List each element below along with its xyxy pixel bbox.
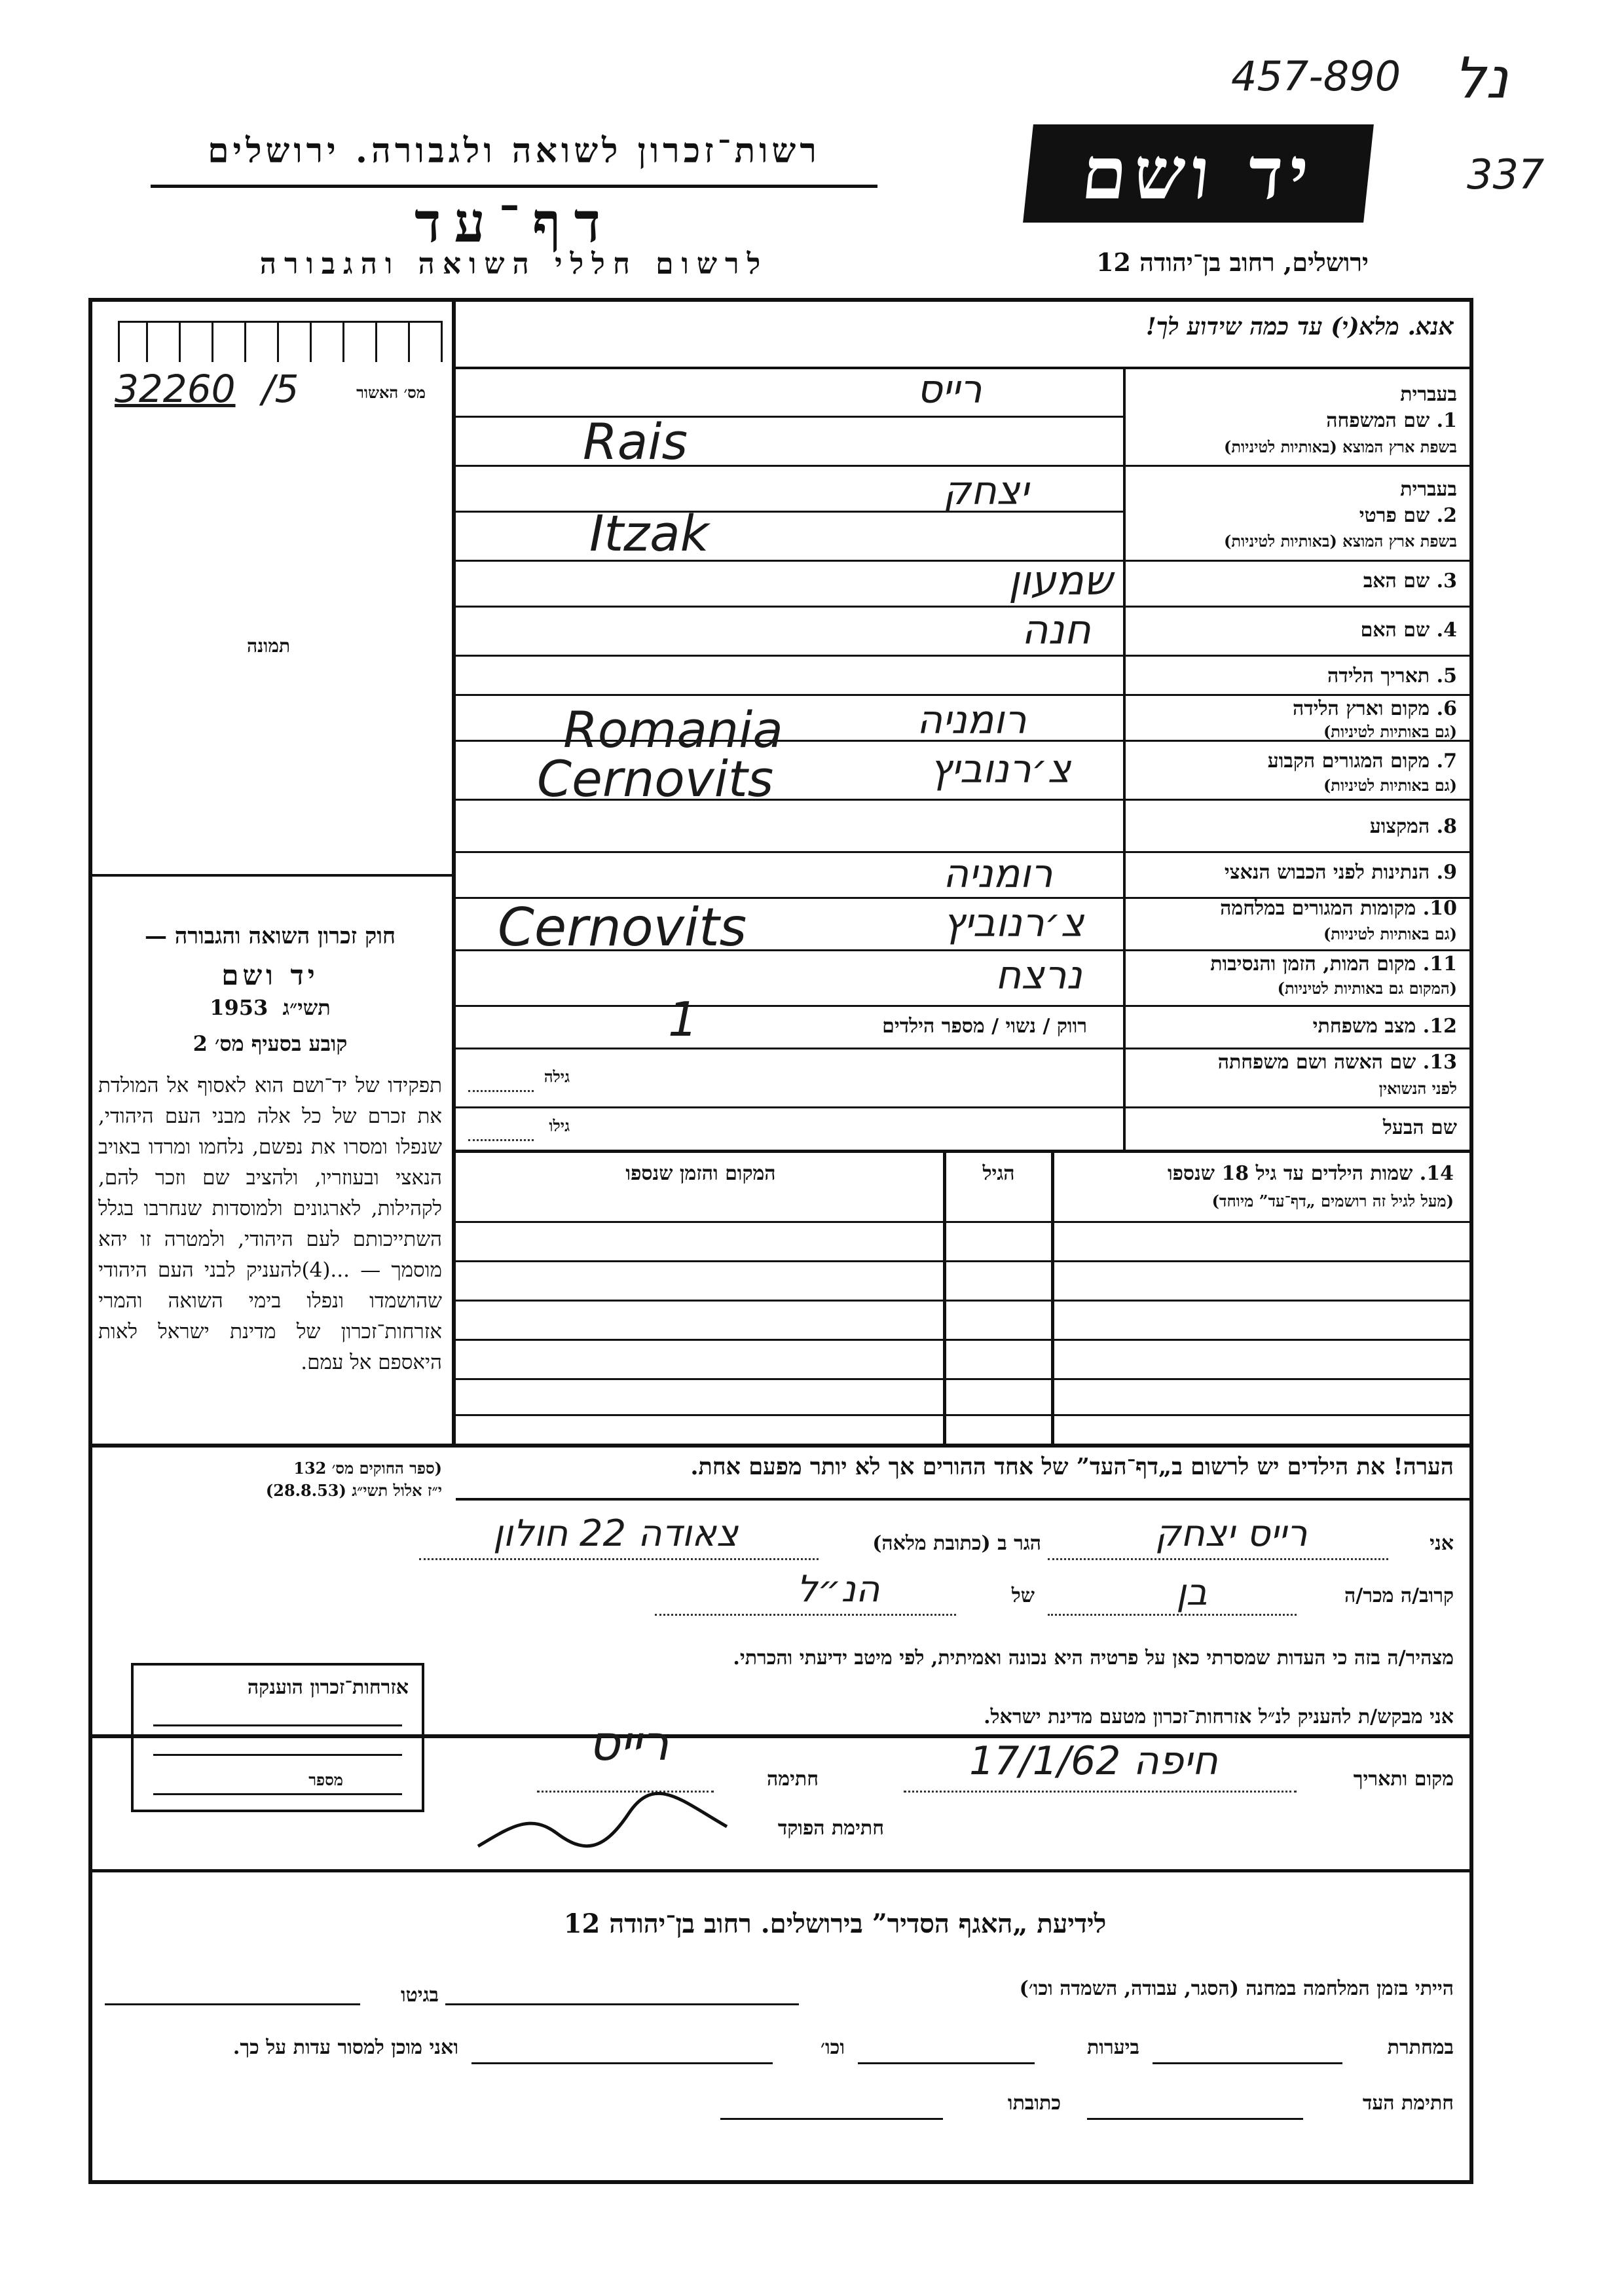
law-source: (ספר החוקים מס׳ 132 <box>293 1459 442 1478</box>
approval-tick-boxes <box>118 321 443 362</box>
bottom-witness-address: כתובתו <box>1007 2092 1061 2115</box>
place-date-value: חיפה 17/1/62 <box>969 1738 1218 1784</box>
father-name: שמעון <box>1008 556 1113 604</box>
children-section-label: 14. שמות הילדים עד גיל 18 שנספו <box>1167 1162 1454 1185</box>
field-11-sub: (המקום גם באותיות לטיניות) <box>1277 979 1457 998</box>
corner-mark: נל <box>1454 46 1509 111</box>
of-value: הנ״ל <box>796 1568 880 1611</box>
field-1-label: 1. שם המשפחה <box>1326 409 1457 432</box>
bottom-line2-underground: במחתרת <box>1387 2036 1454 2059</box>
field-7-sub: (גם באותיות לטיניות) <box>1323 776 1457 795</box>
husband-label: שם הבעל <box>1382 1116 1457 1139</box>
field-9-label: 9. הנתינות לפני הכבוש הנאצי <box>1224 861 1457 884</box>
residence-latin: Cernovits <box>537 750 774 808</box>
mother-name: חנה <box>1022 606 1091 653</box>
nationality: רומניה <box>943 851 1053 897</box>
declarant-name: רייס יצחק <box>1154 1512 1308 1555</box>
bottom-witness-signature: חתימת העד <box>1362 2092 1454 2115</box>
field-1-sub: בשפת ארץ המוצא (באותיות לטיניות) <box>1224 437 1457 456</box>
given-name-latin: Itzak <box>589 504 709 562</box>
bottom-line1-camp: הייתי בזמן המלחמה במחנה (הסגר, עבודה, השמדה וכו׳) <box>1019 1977 1454 2000</box>
signature-label: חתימה <box>767 1768 819 1791</box>
instructions: אנא. מלא(י) עד כמה שידוע לך! <box>1145 313 1454 340</box>
bottom-line2-etc: וכו׳ <box>821 2036 845 2059</box>
field-10-sub: (גם באותיות לטיניות) <box>1323 924 1457 943</box>
field-3-label: 3. שם האב <box>1363 570 1457 592</box>
field-8-label: 8. המקצוע <box>1369 815 1457 838</box>
left-column-divider <box>452 298 456 1444</box>
law-year: 1953 תשי״ג <box>210 995 331 1020</box>
relation-value: בן <box>1176 1571 1208 1614</box>
field-13-sub: לפני הנשואין <box>1378 1079 1457 1098</box>
certificate-number-label: מספר <box>308 1770 343 1789</box>
bottom-line1-ghetto: בגיטו <box>400 1984 439 2007</box>
org-line: רשות־זכרון לשואה ולגבורה. ירושלים <box>208 131 821 171</box>
given-name-hebrew: יצחק <box>943 468 1029 514</box>
field-2-sub: בשפת ארץ המוצא (באותיות לטיניות) <box>1224 532 1457 551</box>
field-2-lang: בעברית <box>1400 478 1457 501</box>
death-circumstances: נרצח <box>995 953 1082 998</box>
place-date-label: מקום ותאריך <box>1353 1768 1454 1791</box>
husband-age-label: גילו <box>549 1116 570 1135</box>
approval-number: 32260 <box>115 367 236 411</box>
form-subtitle: לרשום חללי השואה והגבורה <box>259 247 769 281</box>
declarant-signature: רייס <box>588 1715 669 1772</box>
law-source-date: י״ז אלול תשי״ג (28.8.53) <box>265 1481 442 1500</box>
field-10-label: 10. מקומות המגורים במלחמה <box>1220 897 1457 920</box>
relation-label: קרוב/ה מכר/ה <box>1344 1584 1454 1607</box>
bottom-line2-testify: ואני מוכן למסור עדות על כך. <box>232 2036 458 2059</box>
birthplace-hebrew: רומניה <box>917 697 1027 743</box>
logo-text: יד ושם <box>1077 131 1320 215</box>
yad-vashem-logo <box>1023 124 1374 223</box>
of-label: של <box>1011 1584 1035 1607</box>
note: הערה! את הילדים יש לרשום ב„דף־העד” של אחד ההורים אך לא יותר מפעם אחת. <box>690 1453 1454 1480</box>
law-clause: קובע בסעיף מס׳ 2 <box>193 1031 348 1056</box>
wartime-residence-hebrew: צ׳רנוביץ <box>943 900 1084 946</box>
family-name-latin: Rais <box>583 412 688 471</box>
law-text: תפקידו של יד־ושם הוא לאסוף אל המולדת את זכרם של כל אלה מבני העם היהודי, שנפלו ומסרו את נפשם, נלחמו ומרדו באויב הנאצי ובעוזריו, ולהציב שם וזכר להם, לקהילות, לארגונים ולמוסדות שנחרבו בגלל השתייכותם לעם היהודי, ולמטרה זו יהא מוסמך — ...(4)להעניק לבני העם היהודי שהושמדו ונפלו בימי השואה והמרי אזרחות־זכרון של מדינת ישראל לאות היאספם אל עמם. <box>98 1074 442 1374</box>
declaration-text: מצהיר/ה בזה כי העדות שמסרתי כאן על פרטיה היא נכונה ואמיתית, לפי מיטב ידיעתי והכרתי. <box>733 1647 1454 1669</box>
field-5-label: 5. תאריך הלידה <box>1327 665 1457 687</box>
children-col-age: הגיל <box>982 1162 1015 1185</box>
birthplace-latin: Romania <box>563 701 783 759</box>
officer-signature-label: חתימת הפוקד <box>777 1817 884 1840</box>
marital-options: רווק / נשוי / מספר הילדים <box>882 1015 1087 1038</box>
certificate-title: אזרחות־זכרון הוענקה <box>247 1676 409 1699</box>
law-name: יד ושם <box>221 959 319 991</box>
field-11-label: 11. מקום המות, הזמן והנסיבות <box>1210 953 1457 975</box>
children-col-place: המקום והזמן שנספו <box>625 1162 776 1185</box>
residence-hebrew: צ׳רנוביץ <box>930 746 1071 792</box>
children-section-sub: (מעל לגיל זה רושמים „דף־עד” מיוחד) <box>1211 1192 1454 1211</box>
photo-label: תמונה <box>246 635 291 657</box>
field-12-label: 12. מצב משפחתי <box>1312 1015 1457 1038</box>
page-number: 337 <box>1467 151 1545 198</box>
law-title: חוק זכרון השואה והגבורה — <box>144 923 396 949</box>
field-6-label: 6. מקום וארץ הלידה <box>1292 697 1457 720</box>
children-count: 1 <box>668 992 698 1047</box>
wartime-residence-latin: Cernovits <box>498 897 747 958</box>
field-6-sub: (גם באותיות לטיניות) <box>1323 722 1457 741</box>
field-4-label: 4. שם האם <box>1360 619 1457 642</box>
approval-suffix: /5 <box>262 367 299 411</box>
declarant-resides-label: הגר ב (כתובת מלאה) <box>872 1532 1041 1555</box>
form-title: דף־עד <box>414 190 614 255</box>
certificate-box <box>131 1663 424 1812</box>
field-2-label: 2. שם פרטי <box>1359 504 1457 527</box>
declarant-i-label: אני <box>1430 1532 1454 1555</box>
reference-number: 457-890 <box>1231 52 1401 100</box>
declarant-address: צאודה 22 חולון <box>492 1512 739 1555</box>
field-7-label: 7. מקום המגורים הקבוע <box>1267 750 1457 773</box>
bottom-line2-forests: ביערות <box>1086 2036 1139 2059</box>
officer-signature <box>471 1787 733 1859</box>
wife-age-label: גילה <box>544 1067 570 1086</box>
field-13-label: 13. שם האשה ושם משפחתה <box>1217 1051 1457 1074</box>
request-text: אני מבקש/ת להעניק לנ״ל אזרחות־זכרון מטעם מדינת ישראל. <box>984 1705 1454 1728</box>
approval-label: מס׳ האשור <box>356 383 426 402</box>
family-name-hebrew: רייס <box>917 367 982 412</box>
bottom-title: לידיעת „האגף הסדיר” בירושלים. רחוב בן־יהודה 12 <box>563 1908 1107 1939</box>
header-address: ירושלים, רחוב בן־יהודה 12 <box>1096 247 1369 277</box>
field-1-lang: בעברית <box>1400 383 1457 406</box>
